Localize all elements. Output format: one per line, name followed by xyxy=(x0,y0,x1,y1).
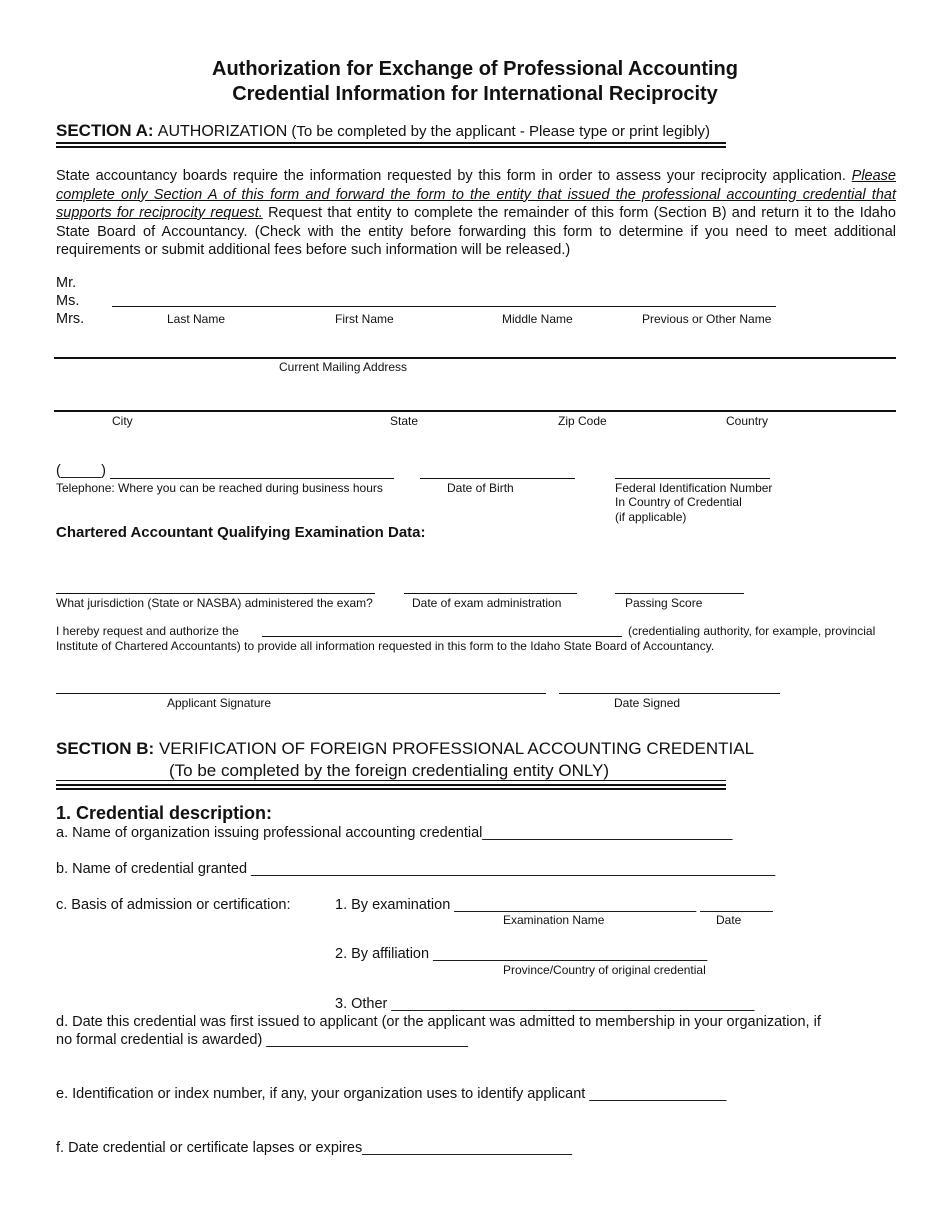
signature-field-line[interactable] xyxy=(56,693,546,694)
section-b-heading xyxy=(56,739,754,759)
section-a-rule-1 xyxy=(56,142,726,144)
middle-name-label: Middle Name xyxy=(502,312,573,326)
credential-item-d-line1: d. Date this credential was first issued to applicant (or the applicant was admitted to membership in your organization, if xyxy=(56,1014,821,1030)
state-label: State xyxy=(390,414,419,428)
credential-item-e[interactable]: e. Identification or index number, if any, your organization uses to identify applicant _________________ xyxy=(56,1086,727,1102)
mailing-address-label: Current Mailing Address xyxy=(279,360,408,374)
exam-date-field-line[interactable] xyxy=(404,593,577,594)
zip-label: Zip Code xyxy=(558,414,607,428)
section-b-underline xyxy=(56,780,726,781)
credential-item-c-label: c. Basis of admission or certification: xyxy=(56,897,291,913)
section-b-rule-2 xyxy=(56,788,726,790)
section-a-rule-2 xyxy=(56,146,726,148)
credential-heading: 1. Credential description: xyxy=(56,803,273,823)
intro-p1: State accountancy boards require the information requested by this form in order to assess your reciprocity application. xyxy=(56,168,846,184)
section-b-note: (To be completed by the foreign credentialing entity ONLY) xyxy=(169,761,610,780)
first-name-label: First Name xyxy=(335,312,394,326)
section-b-rule-1 xyxy=(56,784,726,786)
passing-score-label: Passing Score xyxy=(625,596,703,610)
city-state-line[interactable] xyxy=(54,410,896,412)
exam-name-label: Examination Name xyxy=(503,913,605,927)
phone-label: Telephone: Where you can be reached during business hours xyxy=(56,481,383,495)
fed-id-label-3: (if applicable) xyxy=(615,510,687,524)
jurisdiction-label: What jurisdiction (State or NASBA) administered the exam? xyxy=(56,596,373,610)
section-b-label: SECTION B: xyxy=(56,739,155,758)
credential-c2-affiliation[interactable]: 2. By affiliation __________________________________ xyxy=(335,946,708,962)
credential-c3-other[interactable]: 3. Other _____________________________________________ xyxy=(335,996,755,1012)
intro-paragraph xyxy=(56,167,896,260)
salutation-mrs[interactable]: Mrs. xyxy=(56,311,85,327)
credential-item-f[interactable]: f. Date credential or certificate lapses or expires__________________________ xyxy=(56,1140,572,1156)
date-signed-field-line[interactable] xyxy=(559,693,780,694)
credential-item-a[interactable]: a. Name of organization issuing professional accounting credential_______________________________ xyxy=(56,825,733,841)
credential-c1-exam[interactable]: 1. By examination ______________________________ _________ xyxy=(335,897,773,913)
authorize-text-end: (credentialing authority, for example, provincial xyxy=(628,624,876,638)
section-a-subheading: AUTHORIZATION xyxy=(157,123,288,140)
phone-area-code[interactable]: (_____) xyxy=(56,463,106,479)
fed-id-field-line[interactable] xyxy=(615,478,770,479)
exam-date-small-label: Date xyxy=(716,913,742,927)
form-title-line2: Credential Information for International Reciprocity xyxy=(232,83,718,105)
credential-item-b[interactable]: b. Name of credential granted _________________________________________________________________ xyxy=(56,861,776,877)
credentialing-authority-field-line[interactable] xyxy=(262,636,622,637)
dob-label: Date of Birth xyxy=(447,481,514,495)
name-field-line[interactable] xyxy=(112,306,776,307)
intro-p3: Request that entity to complete the remainder of this form (Section B) and return it to the Idaho State Board of Accountancy. (Check with the entity before forwarding this form to determine if you need to meet additional requirements or submit additional fees before such information will be released.) xyxy=(56,205,896,258)
salutation-mr[interactable]: Mr. xyxy=(56,275,77,291)
last-name-label: Last Name xyxy=(167,312,226,326)
city-label: City xyxy=(112,414,133,428)
exam-heading: Chartered Accountant Qualifying Examination Data: xyxy=(56,524,426,541)
mailing-address-line[interactable] xyxy=(54,357,896,359)
section-b-subheading: VERIFICATION OF FOREIGN PROFESSIONAL ACCOUNTING CREDENTIAL xyxy=(158,739,755,758)
province-country-label: Province/Country of original credential xyxy=(503,963,706,977)
authorize-text-line2: Institute of Chartered Accountants) to provide all information requested in this form to the Idaho State Board of Accountancy. xyxy=(56,639,715,653)
section-a-heading xyxy=(56,121,710,141)
fed-id-label-2: In Country of Credential xyxy=(615,495,742,509)
passing-score-field-line[interactable] xyxy=(615,593,744,594)
intro-p2: Please complete only Section A of this form and forward the form to the entity that issued the professional accounting credential that supports for reciprocity request. xyxy=(56,168,896,221)
form-title-line1: Authorization for Exchange of Professional Accounting xyxy=(212,58,738,80)
salutation-ms[interactable]: Ms. xyxy=(56,293,80,309)
country-label: Country xyxy=(726,414,769,428)
section-a-note: (To be completed by the applicant - Please type or print legibly) xyxy=(291,123,710,140)
date-signed-label: Date Signed xyxy=(614,696,681,710)
jurisdiction-field-line[interactable] xyxy=(56,593,375,594)
exam-date-label: Date of exam administration xyxy=(412,596,562,610)
authorize-text-start: I hereby request and authorize the xyxy=(56,624,239,638)
previous-name-label: Previous or Other Name xyxy=(642,312,772,326)
section-a-label: SECTION A: xyxy=(56,121,154,140)
phone-field-line[interactable] xyxy=(110,478,394,479)
fed-id-label-1: Federal Identification Number xyxy=(615,481,773,495)
signature-label: Applicant Signature xyxy=(167,696,272,710)
credential-item-d-line2[interactable]: no formal credential is awarded) _________________________ xyxy=(56,1032,468,1048)
dob-field-line[interactable] xyxy=(420,478,575,479)
